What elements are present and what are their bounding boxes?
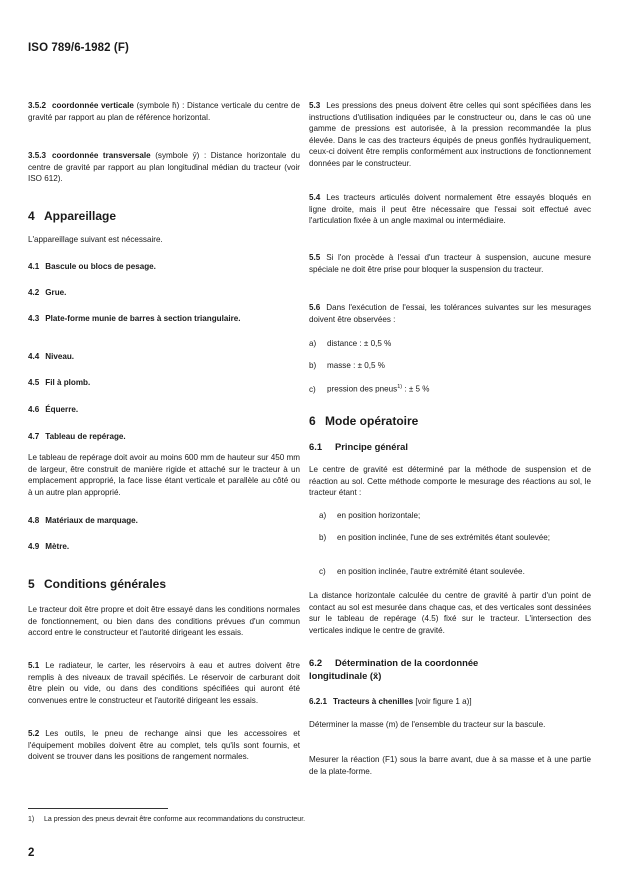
clause-5-5: 5.5 Si l'on procède à l'essai d'un tracteur à suspension, aucune mesure spéciale ne doit être prise pour bloquer la suspension du tracteur. [309,253,591,274]
clause-5-4: 5.4 Les tracteurs articulés doivent normalement être essayés bloqués en ligne droite, mais il peut être nécessaire que l'essai soit effectué avec l'articulation fixée à un angle maximal ou intermédiaire. [309,193,591,226]
section-6-1-text: Le centre de gravité est déterminé par la méthode de suspension et de réaction au sol. Cette méthode comporte le mesurage des réactions au sol, le tracteur étant : [309,465,591,498]
clause-4-3: 4.3 Plate-forme munie de barres à section triangulaire. [28,314,241,323]
footnote: 1) La pression des pneus devrait être conforme aux recommandations du constructeur. [28,816,306,823]
clause-4-2: 4.2 Grue. [28,288,67,297]
page-number: 2 [28,847,35,859]
position-item: b) en position inclinée, l'une de ses extrémités étant soulevée; [319,533,551,542]
clause-4-7-text: Le tableau de repérage doit avoir au moins 600 mm de hauteur sur 450 mm de largeur, être construit de manière rigide et attaché sur le tracteur à un emplacement approprié, la face lisse étant verticale et parallèle au côté ou à un autre plan approprié. [28,453,300,497]
clause-4-4: 4.4 Niveau. [28,352,75,361]
clause-4-9: 4.9 Mètre. [28,542,70,551]
clause-6-2-1-step-1: Déterminer la masse (m) de l'ensemble du tracteur sur la bascule. [309,720,546,729]
position-item: c) en position inclinée, l'autre extrémité étant soulevée. [319,567,525,576]
section-5-text: Le tracteur doit être propre et doit être essayé dans les conditions normales de fonctionnement, ou bien dans des conditions prévues d'un commun accord entre le constructeur et l'autorité dirigeant les essais. [28,605,300,638]
clause-6-2-1-step-2: Mesurer la réaction (F1) sous la barre avant, due à sa masse et à une partie de la plate-forme. [309,755,591,776]
section-6-2-heading: 6.2 Détermination de la coordonnée longitudinale (x̄) [309,657,479,681]
clause-3-5-3: 3.5.3 coordonnée transversale (symbole ȳ) : Distance horizontale du centre de gravité par rapport au plan longitudinal médian du tracteur (voir ISO 612). [28,151,301,184]
section-6-heading: 6 Mode opératoire [309,414,419,428]
clause-4-1: 4.1 Bascule ou blocs de pesage. [28,262,156,271]
section-4-heading: 4 Appareillage [28,209,117,223]
tolerance-item: b) masse : ± 0,5 % [309,361,385,370]
section-5-heading: 5 Conditions générales [28,577,167,591]
clause-5-2: 5.2 Les outils, le pneu de rechange ainsi que les accessoires et l'équipement mobiles doivent être au complet, tels qu'ils sont fournis, et doivent se trouver dans les positions de rangement normales. [28,729,300,762]
document-header: ISO 789/6-1982 (F) [28,42,129,54]
clause-5-1: 5.1 Le radiateur, le carter, les réservoirs à eau et autres doivent être remplis à des niveaux de travail spécifiés. Le réservoir de carburant doit être plein ou vide, ou dans des conditions spécifiées qui auront été convenues entre le constructeur et l'autorité dirigeant les essais. [28,661,300,705]
clause-5-3: 5.3 Les pressions des pneus doivent être celles qui sont spécifiées dans les instructions d'utilisation indiquées par le constructeur ou, dans le cas où une gamme de pressions est autorisée, à la pression recommandée la plus élevée. Dans le cas des tracteurs équipés de pneus gonflés hydrauliquement, ceux-ci doivent être remplis conformément aux instructions de fonctionnement données par le constructeur. [309,101,591,168]
footnote-ref: 1) [397,384,403,390]
clause-5-6: 5.6 Dans l'exécution de l'essai, les tolérances suivantes sur les mesurages doivent être observées : [309,303,591,324]
section-4-intro: L'appareillage suivant est nécessaire. [28,235,163,244]
clause-4-8: 4.8 Matériaux de marquage. [28,516,138,525]
clause-4-6: 4.6 Équerre. [28,405,79,414]
tolerance-item: c) pression des pneus$^{1)}$ : ± 5 % [309,384,430,394]
position-item: a) en position horizontale; [319,511,421,520]
clause-4-5: 4.5 Fil à plomb. [28,378,91,387]
clause-3-5-2: 3.5.2 coordonnée verticale (symbole h̄) : Distance verticale du centre de gravité par rapport au plan de référence horizontal. [28,101,300,122]
section-6-1-conclusion: La distance horizontale calculée du centre de gravité à partir d'un point de contact au sol est mesurée dans chaque cas, et des verticales sont dessinées sur le tableau de repérage (4.5) fixé sur le tracteur. L'intersection des verticales indique le centre de gravité. [309,591,591,635]
section-6-1-heading: 6.1 Principe général [309,441,408,452]
clause-6-2-1-title: 6.2.1 Tracteurs à chenilles [voir figure 1 a)] [309,697,472,706]
footnote-divider [28,808,168,809]
tolerance-item: a) distance : ± 0,5 % [309,339,392,348]
clause-4-7-title: 4.7 Tableau de repérage. [28,432,126,441]
